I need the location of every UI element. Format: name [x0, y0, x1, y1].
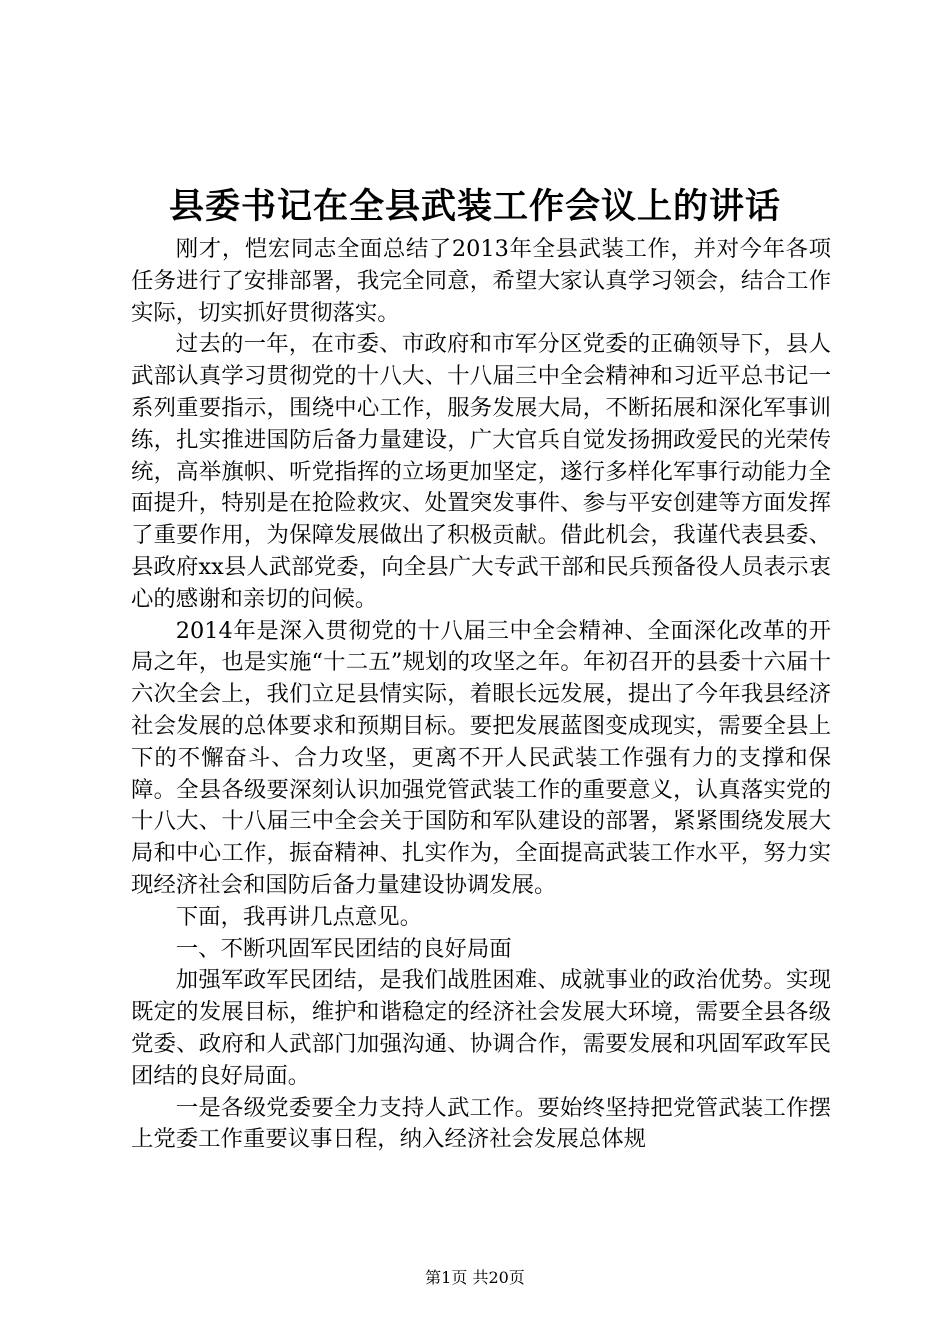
section-heading: 一、不断巩固军民团结的良好局面	[175, 935, 512, 962]
document-title: 县委书记在全县武装工作会议上的讲话	[168, 187, 781, 227]
paragraph: 加强军政军民团结，是我们战胜困难、成就事业的政治优势。实现既定的发展目标，维护和谐稳定的经济社会发展大环境，需要全县各级党委、政府和人武部门加强沟通、协调合作，需要发展和巩固军政军民团结的良好局面。	[131, 967, 831, 1089]
paragraph: 一是各级党委要全力支持人武工作。要始终坚持把党管武装工作摆上党委工作重要议事日程，纳入经济社会发展总体规	[131, 1094, 831, 1153]
paragraph: 2014年是深入贯彻党的十八届三中全会精神、全面深化改革的开局之年，也是实施“十二五”规划的攻坚之年。年初召开的县委十六届十六次全会上，我们立足县情实际，着眼长远发展，提出了今年我县经济社会发展的总体要求和预期目标。要把发展蓝图变成现实，需要全县上下的不懈奋斗、合力攻坚，更离不开人民武装工作强有力的支撑和保障。全县各级要深刻认识加强党管武装工作的重要意义，认真落实党的十八大、十八届三中全会关于国防和军队建设的部署，紧紧围绕发展大局和中心工作，振奋精神、扎实作为，全面提高武装工作水平，努力实现经济社会和国防后备力量建设协调发展。	[131, 617, 831, 898]
document-body	[131, 234, 831, 1156]
paragraph: 刚才，恺宏同志全面总结了2013年全县武装工作，并对今年各项任务进行了安排部署，我完全同意，希望大家认真学习领会，结合工作实际，切实抓好贯彻落实。	[131, 236, 831, 326]
page-number-footer: 第1页 共20页	[425, 1268, 525, 1287]
paragraph: 过去的一年，在市委、市政府和市军分区党委的正确领导下，县人武部认真学习贯彻党的十八大、十八届三中全会精神和习近平总书记一系列重要指示，围绕中心工作，服务发展大局，不断拓展和深化军事训练，扎实推进国防后备力量建设，广大官兵自觉发扬拥政爱民的光荣传统，高举旗帜、听党指挥的立场更加坚定，遂行多样化军事行动能力全面提升，特别是在抢险救灾、处置突发事件、参与平安创建等方面发挥了重要作用，为保障发展做出了积极贡献。借此机会，我谨代表县委、县政府xx县人武部党委，向全县广大专武干部和民兵预备役人员表示衷心的感谢和亲切的问候。	[131, 331, 831, 612]
paragraph: 下面，我再讲几点意见。	[175, 903, 423, 930]
